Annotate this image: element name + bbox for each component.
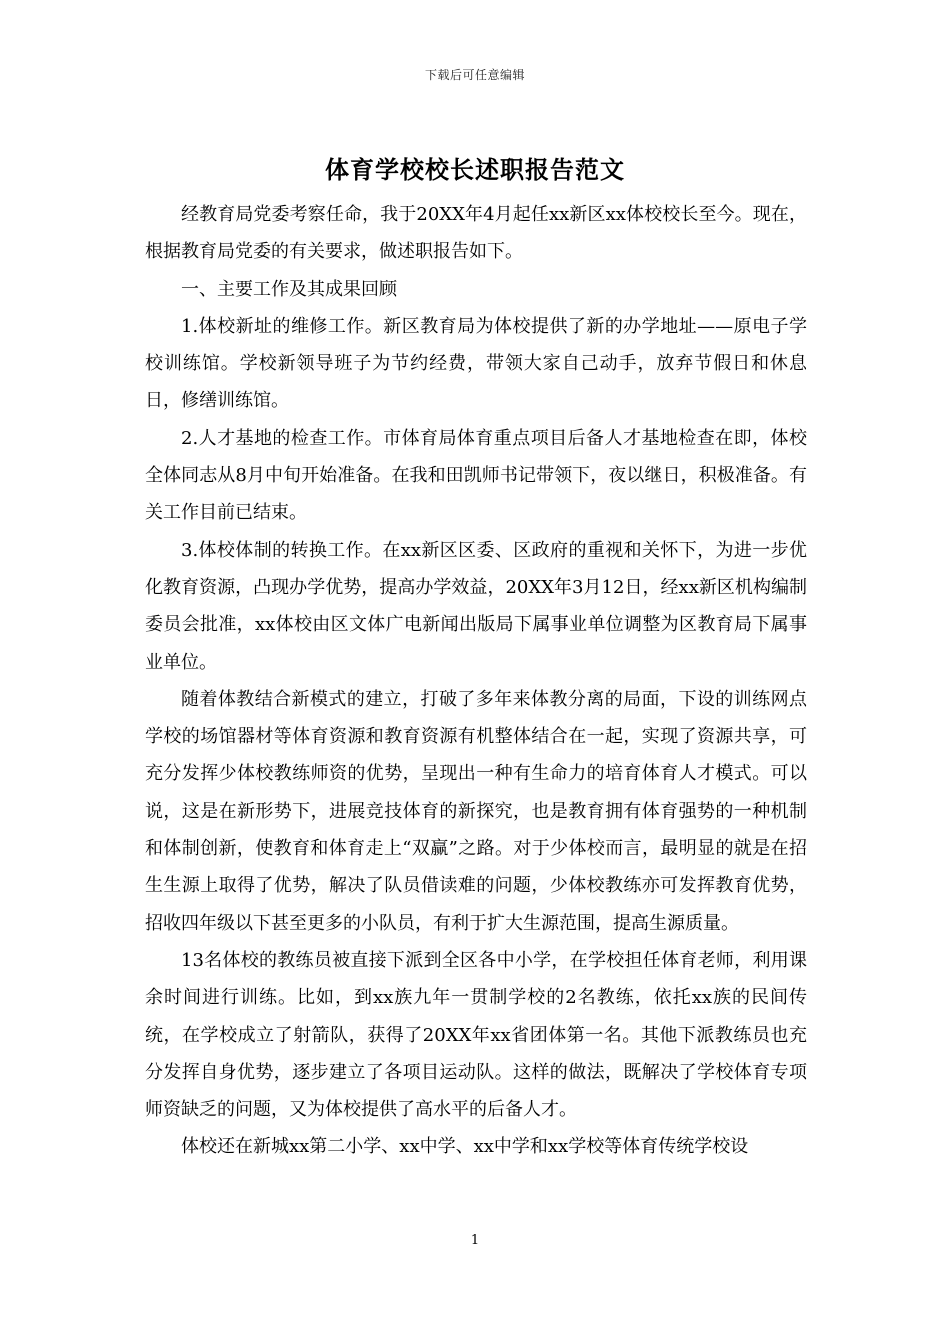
page-number: 1 <box>470 1233 480 1248</box>
paragraph: 体校还在新城xx第二小学、xx中学、xx中学和xx学校等体育传统学校设 <box>181 1136 749 1158</box>
paragraph: 经教育局党委考察任命，我于20XX年4月起任xx新区xx体校校长至今。现在，根据教育局党委的有关要求，做述职报告如下。 <box>145 204 807 263</box>
document-body <box>145 196 807 1166</box>
section-heading: 一、主要工作及其成果回顾 <box>181 278 397 300</box>
paragraph: 随着体教结合新模式的建立，打破了多年来体教分离的局面，下设的训练网点学校的场馆器材等体育资源和教育资源有机整体结合在一起，实现了资源共享，可充分发挥少体校教练师资的优势，呈现出一种有生命力的培育体育人才模式。可以说，这是在新形势下，进展竞技体育的新探究，也是教育拥有体育强势的一种机制和体制创新，使教育和体育走上“双赢”之路。对于少体校而言，最明显的就是在招生生源上取得了优势，解决了队员借读难的问题，少体校教练亦可发挥教育优势，招收四年级以下甚至更多的小队员，有利于扩大生源范围，提高生源质量。 <box>145 688 807 934</box>
paragraph: 3.体校体制的转换工作。在xx新区区委、区政府的重视和关怀下，为进一步优化教育资源，凸现办学优势，提高办学效益，20XX年3月12日，经xx新区机构编制委员会批准，xx体校由区文体广电新闻出版局下属事业单位调整为区教育局下属事业单位。 <box>145 539 807 673</box>
document-title: 体育学校校长述职报告范文 <box>325 155 625 184</box>
paragraph: 13名体校的教练员被直接下派到全区各中小学，在学校担任体育老师，利用课余时间进行训练。比如，到xx族九年一贯制学校的2名教练，依托xx族的民间传统，在学校成立了射箭队，获得了20XX年xx省团体第一名。其他下派教练员也充分发挥自身优势，逐步建立了各项目运动队。这样的做法，既解决了学校体育专项师资缺乏的问题，又为体校提供了高水平的后备人才。 <box>145 949 807 1121</box>
header-note: 下载后可任意编辑 <box>424 68 525 82</box>
paragraph: 1.体校新址的维修工作。新区教育局为体校提供了新的办学地址——原电子学校训练馆。学校新领导班子为节约经费，带领大家自己动手，放弃节假日和休息日，修缮训练馆。 <box>145 315 807 412</box>
paragraph: 2.人才基地的检查工作。市体育局体育重点项目后备人才基地检查在即，体校全体同志从8月中旬开始准备。在我和田凯师书记带领下，夜以继日，积极准备。有关工作目前已结束。 <box>145 427 807 524</box>
